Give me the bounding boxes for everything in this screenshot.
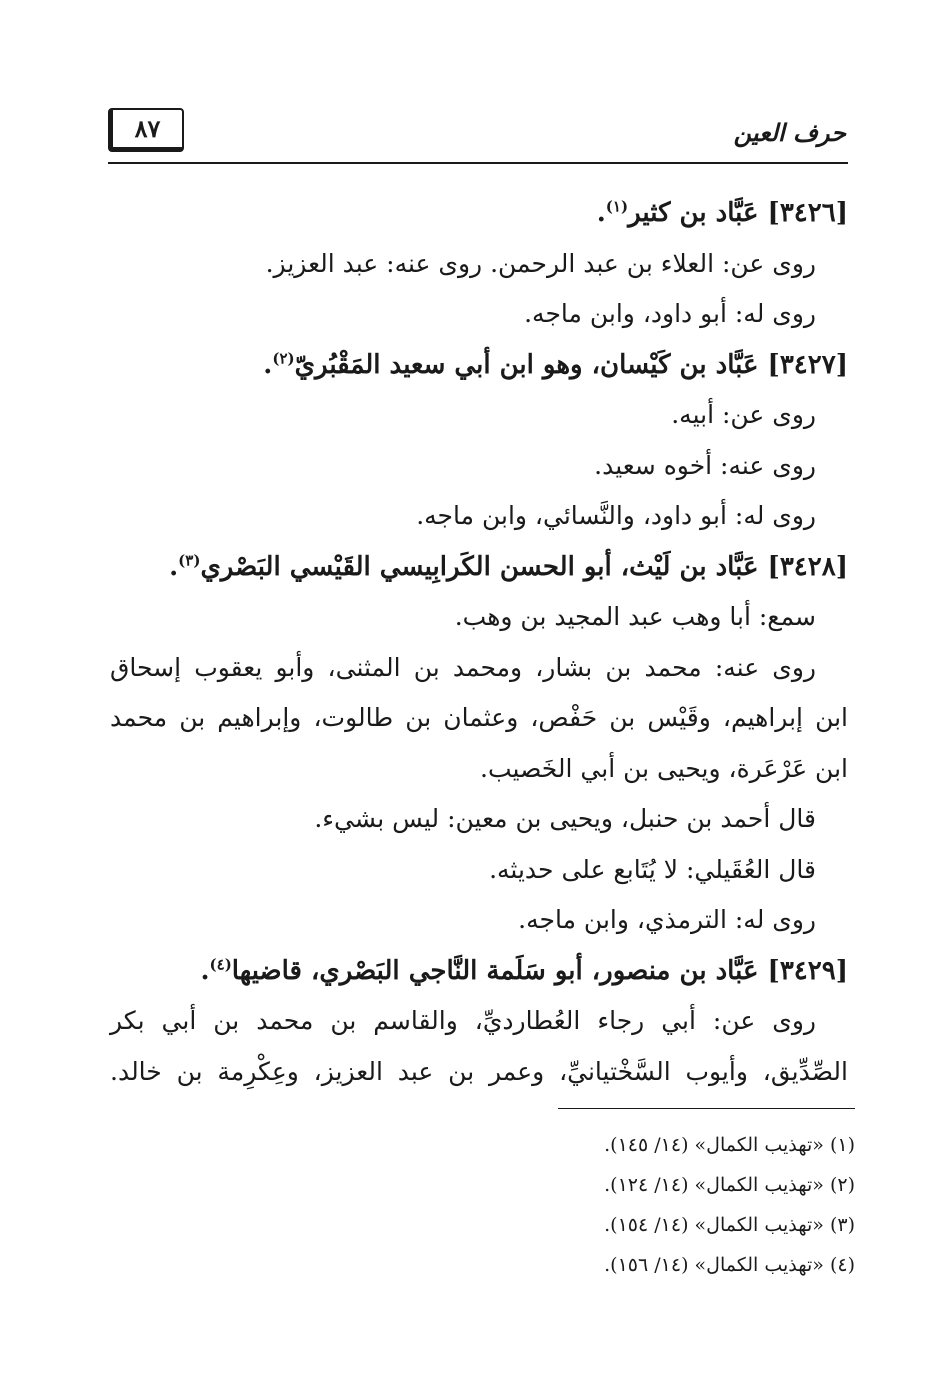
- footnote-3: (٣) «تهذيب الكمال» (١٤/ ١٥٤).: [604, 1214, 855, 1236]
- entry-line: روى عنه: أخوه سعيد.: [594, 450, 816, 480]
- entry-line: سمع: أبا وهب عبد المجيد بن وهب.: [454, 602, 816, 631]
- footnote-2: (٢) «تهذيب الكمال» (١٤/ ١٢٤).: [604, 1174, 855, 1196]
- footnote-ref-4: (٤): [209, 954, 232, 973]
- chapter-title: حرف العين: [733, 118, 846, 147]
- entry-line: روى عن: أبي رجاء العُطارديِّ، والقاسم بن محمد بن أبي بكر: [110, 1006, 816, 1035]
- footnote-4: (٤) «تهذيب الكمال» (١٤/ ١٥٦).: [604, 1254, 855, 1276]
- page-header: [108, 100, 848, 164]
- entry-line: روى عن: العلاء بن عبد الرحمن. روى عنه: عبد العزيز.: [265, 248, 816, 278]
- entry-line: قال العُقَيلي: لا يُتَابع على حديثه.: [489, 854, 816, 884]
- footnote-ref-3: (٣): [178, 550, 201, 569]
- footnote-1: (١) «تهذيب الكمال» (١٤/ ١٤٥).: [604, 1134, 855, 1156]
- entry-heading-3428: [٣٤٢٨] عَبَّاد بن لَيْث، أبو الحسن الكَرابِيسي القَيْسي البَصْري$^{(٣)}$.: [169, 550, 848, 582]
- entry-line: روى عن: أبيه.: [671, 400, 816, 429]
- entry-heading-3427: [٣٤٢٧] عَبَّاد بن كَيْسان، وهو ابن أبي سعيد المَقْبُريّ$^{(٢)}$.: [263, 348, 848, 380]
- entry-line: روى له: أبو داود، والنَّسائي، وابن ماجه.: [416, 501, 816, 530]
- entry-heading-3426: [٣٤٢٦] عَبَّاد بن كثير$^{(١)}$.: [596, 197, 848, 228]
- entry-line: روى عنه: محمد بن بشار، ومحمد بن المثنى، وأبو يعقوب إسحاق: [110, 652, 816, 682]
- footnotes: [300, 1125, 855, 1285]
- entry-line: ابن عَرْعَرة، ويحيى بن أبي الخَصيب.: [480, 753, 848, 783]
- entry-heading-3429: [٣٤٢٩] عَبَّاد بن منصور، أبو سَلَمة النَّاجي البَصْري، قاضيها$^{(٤)}$.: [200, 954, 848, 986]
- page-number: ٨٧: [108, 108, 184, 152]
- main-text: [110, 188, 848, 1097]
- entry-line: الصِّدِّيق، وأيوب السَّخْتيانيِّ، وعمر بن عبد العزيز، وعِكْرِمة بن خالد.: [110, 1056, 848, 1086]
- footnote-divider: [558, 1108, 855, 1109]
- entry-line: روى له: الترمذي، وابن ماجه.: [518, 905, 816, 934]
- entry-line: روى له: أبو داود، وابن ماجه.: [524, 299, 816, 328]
- footnote-ref-2: (٢): [272, 348, 295, 367]
- footnote-ref-1: (١): [605, 197, 629, 216]
- entry-line: ابن إبراهيم، وقَيْس بن حَفْص، وعثمان بن طالوت، وإبراهيم بن محمد: [110, 703, 848, 732]
- entry-line: قال أحمد بن حنبل، ويحيى بن معين: ليس بشيء.: [314, 804, 816, 833]
